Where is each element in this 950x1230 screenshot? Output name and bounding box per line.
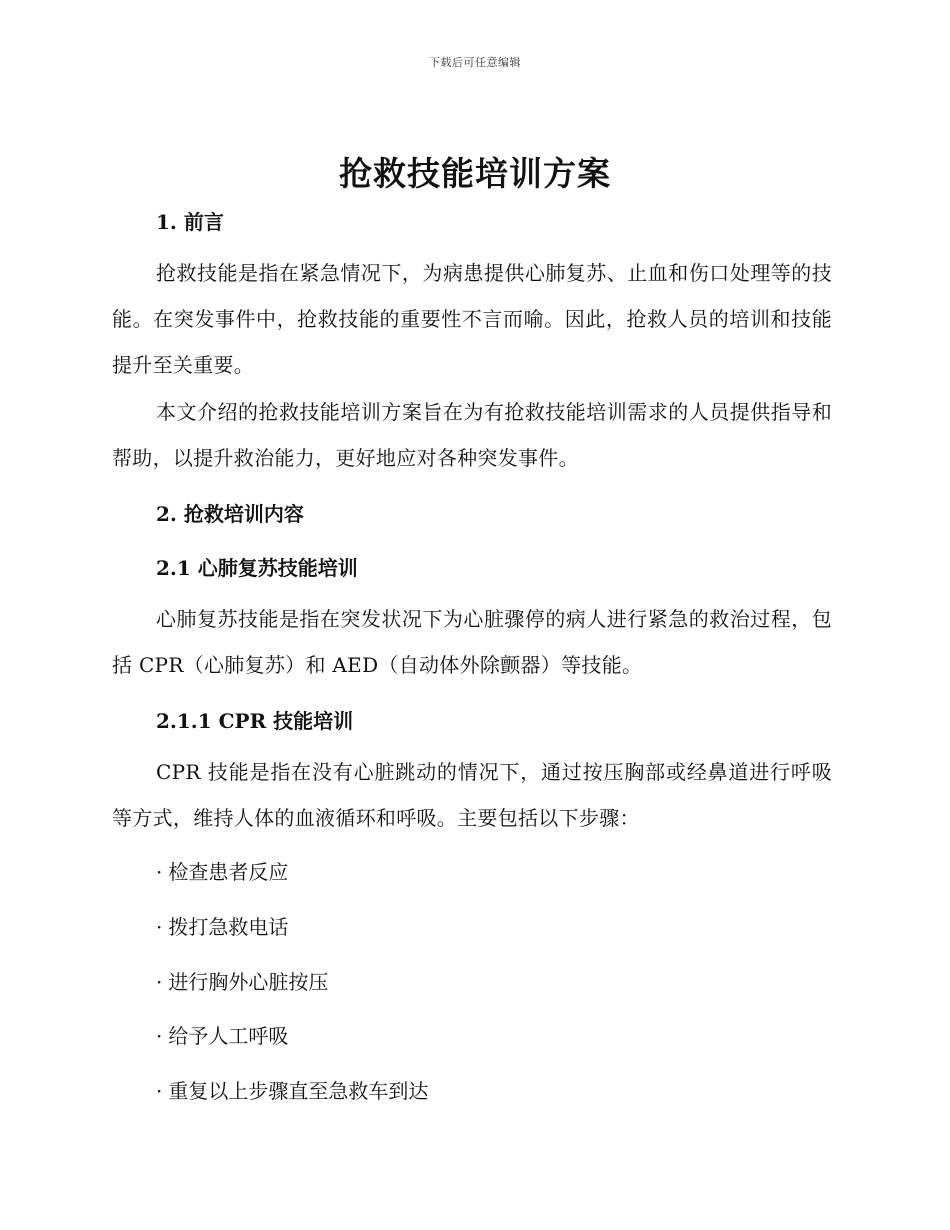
section-heading-cpr-training: 2.1.1 CPR 技能培训	[156, 709, 354, 733]
bullet-dot-icon: ·	[156, 860, 163, 884]
cpr-skills-paragraph: 心肺复苏技能是指在突发状况下为心脏骤停的病人进行紧急的救治过程，包括 CPR（心肺复苏）和 AED（自动体外除颤器）等技能。	[112, 607, 832, 677]
list-item-text: 给予人工呼吸	[168, 1024, 289, 1048]
section-heading-preface: 1. 前言	[156, 210, 224, 234]
bullet-dot-icon: ·	[156, 970, 163, 994]
list-item-text: 检查患者反应	[168, 860, 289, 884]
section-heading-cpr-skills: 2.1 心肺复苏技能培训	[156, 556, 358, 580]
cpr-training-paragraph: CPR 技能是指在没有心脏跳动的情况下，通过按压胸部或经鼻道进行呼吸等方式，维持人体的血液循环和呼吸。主要包括以下步骤：	[112, 760, 832, 830]
list-item-text: 重复以上步骤直至急救车到达	[168, 1079, 429, 1103]
bullet-dot-icon: ·	[156, 915, 163, 939]
preface-paragraph-2: 本文介绍的抢救技能培训方案旨在为有抢救技能培训需求的人员提供指导和帮助，以提升救治能力，更好地应对各种突发事件。	[112, 400, 832, 470]
list-item	[156, 856, 288, 885]
list-item-text: 拨打急救电话	[168, 915, 289, 939]
section-heading-training-content: 2. 抢救培训内容	[156, 502, 304, 526]
list-item	[156, 1020, 288, 1049]
page-header-note: 下载后可任意编辑	[429, 56, 521, 69]
list-item-text: 进行胸外心脏按压	[168, 970, 329, 994]
bullet-dot-icon: ·	[156, 1079, 163, 1103]
list-item	[156, 966, 328, 995]
preface-paragraph-1: 抢救技能是指在紧急情况下，为病患提供心肺复苏、止血和伤口处理等的技能。在突发事件中，抢救技能的重要性不言而喻。因此，抢救人员的培训和技能提升至关重要。	[112, 261, 832, 377]
document-title: 抢救技能培训方案	[339, 154, 611, 193]
list-item	[156, 911, 288, 940]
bullet-dot-icon: ·	[156, 1024, 163, 1048]
list-item	[156, 1075, 428, 1104]
